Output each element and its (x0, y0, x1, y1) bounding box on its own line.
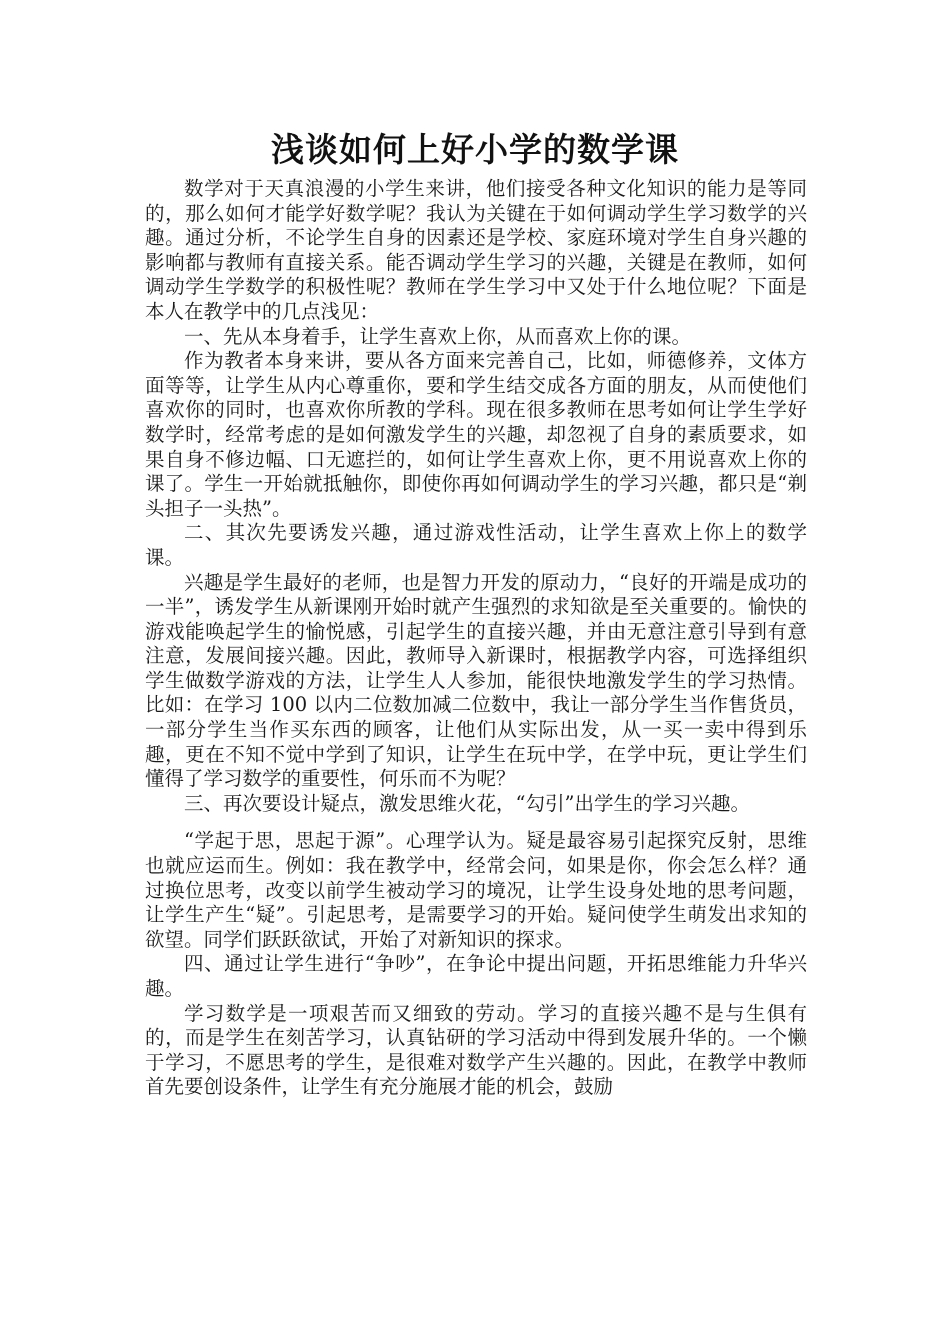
section-heading-3: 三、再次要设计疑点，激发思维火花，“勾引”出学生的学习兴趣。 (184, 791, 750, 815)
paragraph-section-4: 学习数学是一项艰苦而又细致的劳动。学习的直接兴趣不是与生俱有的，而是学生在刻苦学习，认真钻研的学习活动中得到发展升华的。一个懒于学习，不愿思考的学生，是很难对数学产生兴趣的。因此，在教学中教师首先要创设条件，让学生有充分施展才能的机会，鼓励 (145, 1001, 807, 1099)
document-body (145, 177, 807, 1100)
section-heading-2: 二、其次先要诱发兴趣，通过游戏性活动，让学生喜欢上你上的数学课。 (145, 521, 807, 569)
paragraph-section-2: 兴趣是学生最好的老师，也是智力开发的原动力，“良好的开端是成功的一半”，诱发学生从新课刚开始时就产生强烈的求知欲是至关重要的。愉快的游戏能唤起学生的愉悦感，引起学生的直接兴趣，并由无意注意引导到有意注意，发展间接兴趣。因此，教师导入新课时，根据教学内容，可选择组织学生做数学游戏的方法，让学生人人参加，能很快地激发学生的学习热情。比如：在学习 100 以内二位数加减二位数中，我让一部分学生当作售货员，一部分学生当作买东西的顾客，让他们从实际出发，从一买一卖中得到乐趣，更在不知不觉中学到了知识，让学生在玩中学，在学中玩，更让学生们懂得了学习数学的重要性，何乐而不为呢？ (145, 570, 807, 791)
section-heading-4: 四、通过让学生进行“争吵”，在争论中提出问题，开拓思维能力升华兴趣。 (145, 952, 807, 1000)
paragraph-intro: 数学对于天真浪漫的小学生来讲，他们接受各种文化知识的能力是等同的，那么如何才能学好数学呢？我认为关键在于如何调动学生学习数学的兴趣。通过分析，不论学生自身的因素还是学校、家庭环境对学生自身兴趣的影响都与教师有直接关系。能否调动学生学习的兴趣，关键是在教师，如何调动学生学数学的积极性呢？教师在学生学习中又处于什么地位呢？下面是本人在教学中的几点浅见： (145, 177, 807, 323)
paragraph-section-3: “学起于思，思起于源”。心理学认为。疑是最容易引起探究反射，思维也就应运而生。例如：我在教学中，经常会问，如果是你，你会怎么样？通过换位思考，改变以前学生被动学习的境况，让学生设身处地的思考问题，让学生产生“疑”。引起思考，是需要学习的开始。疑问使学生萌发出求知的欲望。同学们跃跃欲试，开始了对新知识的探求。 (145, 829, 807, 951)
document-title: 浅谈如何上好小学的数学课 (271, 130, 679, 169)
section-heading-1: 一、先从本身着手，让学生喜欢上你，从而喜欢上你的课。 (184, 324, 692, 348)
paragraph-section-1: 作为教者本身来讲，要从各方面来完善自己，比如，师德修养，文体方面等等，让学生从内心尊重你，要和学生结交成各方面的朋友，从而使他们喜欢你的同时，也喜欢你所教的学科。现在很多教师在思考如何让学生学好数学时，经常考虑的是如何激发学生的兴趣，却忽视了自身的素质要求，如果自身不修边幅、口无遮拦的，如何让学生喜欢上你，更不用说喜欢上你的课了。学生一开始就抵触你，即使你再如何调动学生的学习兴趣，都只是“剃头担子一头热”。 (145, 349, 807, 520)
